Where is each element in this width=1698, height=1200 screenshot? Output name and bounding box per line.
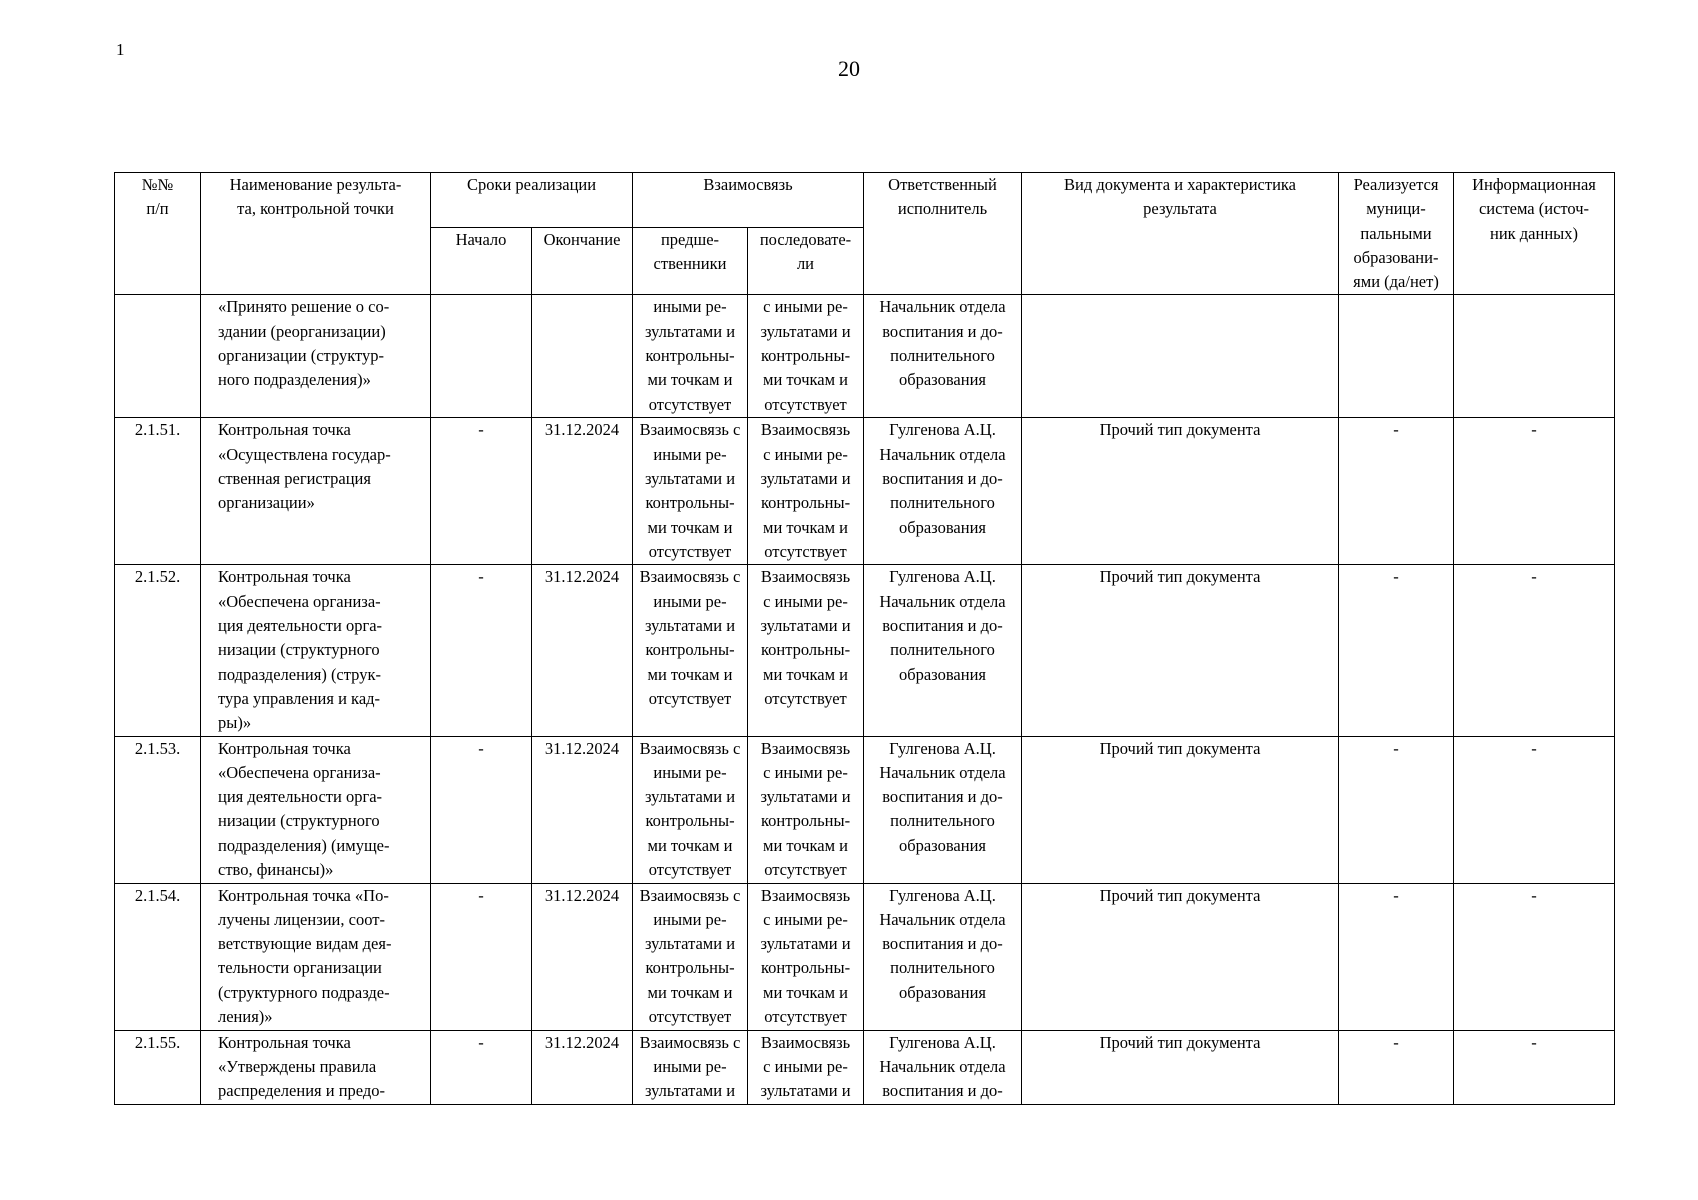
cell-successors: Взаимосвязь с иными ре- зультатами и контрольны- ми точкам и отсутствует — [748, 565, 864, 736]
table-header — [115, 173, 1615, 295]
header-end: Окончание — [532, 227, 633, 295]
cell-name: Контрольная точка «Обеспечена организа- ция деятельности орга- низации (структурного подразделения) (струк- тура управления и кад- ры)» — [201, 565, 431, 736]
cell-end: 31.12.2024 — [532, 1030, 633, 1104]
cell-document: Прочий тип документа — [1022, 736, 1339, 883]
cell-end: 31.12.2024 — [532, 736, 633, 883]
header-relation: Взаимосвязь — [633, 173, 864, 228]
cell-info-system: - — [1454, 565, 1615, 736]
table-row — [115, 418, 1615, 565]
cell-start — [431, 295, 532, 418]
header-start: Начало — [431, 227, 532, 295]
cell-predecessors: Взаимосвязь с иными ре- зультатами и контрольны- ми точкам и отсутствует — [633, 565, 748, 736]
cell-num — [115, 295, 201, 418]
cell-name: Контрольная точка «Утверждены правила распределения и предо- — [201, 1030, 431, 1104]
table-row — [115, 565, 1615, 736]
cell-end: 31.12.2024 — [532, 883, 633, 1030]
header-num: №№ п/п — [115, 173, 201, 295]
cell-responsible: Начальник отдела воспитания и до- полнительного образования — [864, 295, 1022, 418]
cell-num: 2.1.51. — [115, 418, 201, 565]
table-row — [115, 883, 1615, 1030]
cell-document: Прочий тип документа — [1022, 1030, 1339, 1104]
cell-document: Прочий тип документа — [1022, 883, 1339, 1030]
cell-info-system: - — [1454, 1030, 1615, 1104]
header-name: Наименование результа- та, контрольной точки — [201, 173, 431, 295]
header-predecessors: предше- ственники — [633, 227, 748, 295]
cell-start: - — [431, 883, 532, 1030]
cell-successors: Взаимосвязь с иными ре- зультатами и контрольны- ми точкам и отсутствует — [748, 883, 864, 1030]
cell-num: 2.1.53. — [115, 736, 201, 883]
cell-info-system: - — [1454, 736, 1615, 883]
cell-name: «Принято решение о со- здании (реорганизации) организации (структур- ного подразделения)» — [201, 295, 431, 418]
cell-predecessors: Взаимосвязь с иными ре- зультатами и контрольны- ми точкам и отсутствует — [633, 883, 748, 1030]
cell-municipal: - — [1339, 418, 1454, 565]
cell-name: Контрольная точка «Осуществлена государ- ственная регистрация организации» — [201, 418, 431, 565]
header-successors: последовате- ли — [748, 227, 864, 295]
cell-name: Контрольная точка «По- лучены лицензии, соот- ветствующие видам дея- тельности организации (структурного подразде- ления)» — [201, 883, 431, 1030]
header-terms: Сроки реализации — [431, 173, 633, 228]
cell-successors: Взаимосвязь с иными ре- зультатами и контрольны- ми точкам и отсутствует — [748, 736, 864, 883]
cell-end: 31.12.2024 — [532, 418, 633, 565]
cell-predecessors: Взаимосвязь с иными ре- зультатами и — [633, 1030, 748, 1104]
cell-start: - — [431, 736, 532, 883]
header-document: Вид документа и характеристика результата — [1022, 173, 1339, 295]
cell-info-system — [1454, 295, 1615, 418]
cell-name: Контрольная точка «Обеспечена организа- ция деятельности орга- низации (структурного подразделения) (имуще- ство, финансы)» — [201, 736, 431, 883]
cell-num: 2.1.52. — [115, 565, 201, 736]
cell-responsible: Гулгенова А.Ц. Начальник отдела воспитания и до- полнительного образования — [864, 418, 1022, 565]
cell-end — [532, 295, 633, 418]
table-row — [115, 295, 1615, 418]
table-row — [115, 736, 1615, 883]
cell-municipal: - — [1339, 1030, 1454, 1104]
cell-document: Прочий тип документа — [1022, 418, 1339, 565]
cell-start: - — [431, 565, 532, 736]
page-number: 20 — [838, 56, 860, 81]
cell-responsible: Гулгенова А.Ц. Начальник отдела воспитания и до- полнительного образования — [864, 736, 1022, 883]
cell-municipal: - — [1339, 883, 1454, 1030]
cell-document — [1022, 295, 1339, 418]
cell-municipal: - — [1339, 565, 1454, 736]
cell-predecessors: Взаимосвязь с иными ре- зультатами и контрольны- ми точкам и отсутствует — [633, 418, 748, 565]
cell-municipal: - — [1339, 736, 1454, 883]
cell-predecessors: Взаимосвязь с иными ре- зультатами и контрольны- ми точкам и отсутствует — [633, 736, 748, 883]
header-info-system: Информационная система (источ- ник данных) — [1454, 173, 1615, 295]
cell-municipal — [1339, 295, 1454, 418]
header-responsible: Ответственный исполнитель — [864, 173, 1022, 295]
cell-end: 31.12.2024 — [532, 565, 633, 736]
table-row — [115, 1030, 1615, 1104]
control-points-table — [114, 172, 1615, 1105]
cell-responsible: Гулгенова А.Ц. Начальник отдела воспитания и до- полнительного образования — [864, 565, 1022, 736]
cell-info-system: - — [1454, 883, 1615, 1030]
cell-document: Прочий тип документа — [1022, 565, 1339, 736]
cell-successors: Взаимосвязь с иными ре- зультатами и контрольны- ми точкам и отсутствует — [748, 418, 864, 565]
header-municipal: Реализуется муници- пальными образовани- ями (да/нет) — [1339, 173, 1454, 295]
cell-successors: с иными ре- зультатами и контрольны- ми точкам и отсутствует — [748, 295, 864, 418]
cell-responsible: Гулгенова А.Ц. Начальник отдела воспитания и до- — [864, 1030, 1022, 1104]
cell-start: - — [431, 1030, 532, 1104]
cell-successors: Взаимосвязь с иными ре- зультатами и — [748, 1030, 864, 1104]
cell-start: - — [431, 418, 532, 565]
cell-responsible: Гулгенова А.Ц. Начальник отдела воспитания и до- полнительного образования — [864, 883, 1022, 1030]
cell-num: 2.1.55. — [115, 1030, 201, 1104]
cell-num: 2.1.54. — [115, 883, 201, 1030]
corner-mark: 1 — [116, 40, 125, 59]
cell-predecessors: иными ре- зультатами и контрольны- ми точкам и отсутствует — [633, 295, 748, 418]
cell-info-system: - — [1454, 418, 1615, 565]
